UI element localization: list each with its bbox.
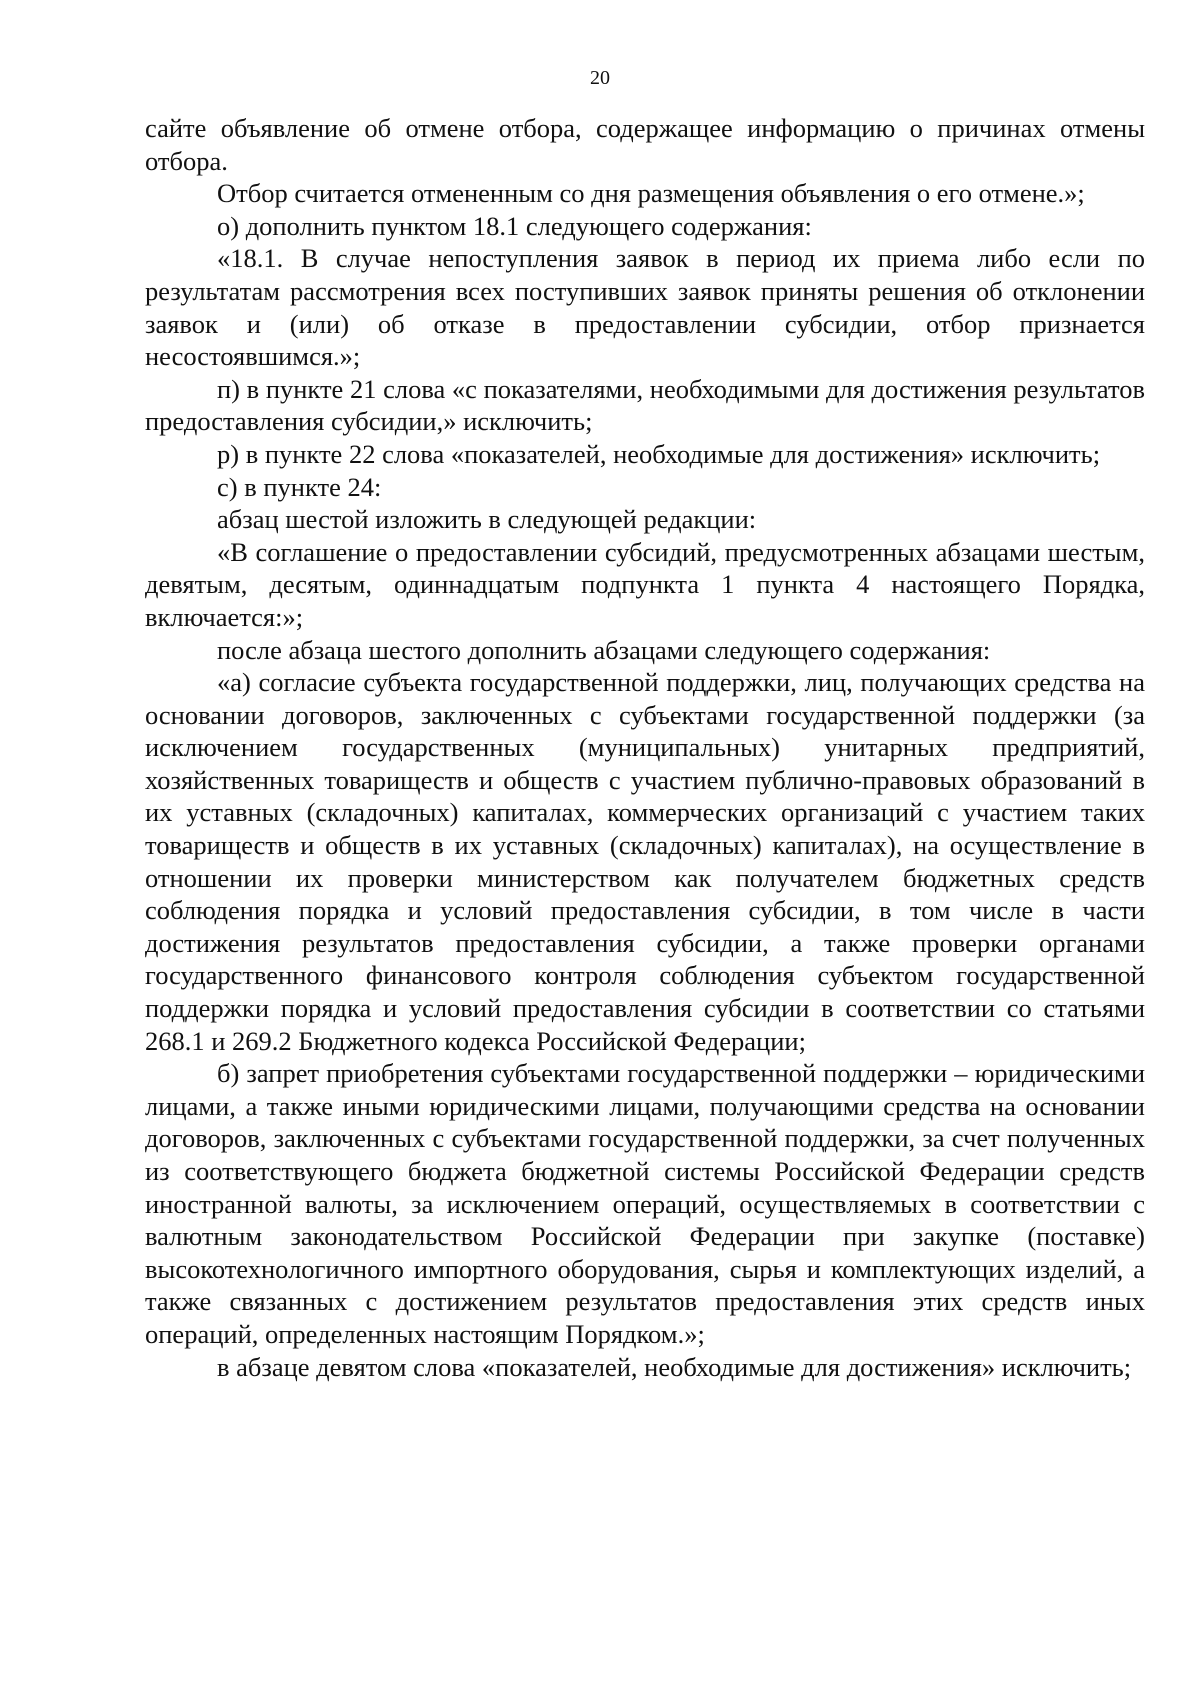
paragraph-after-sixth: после абзаца шестого дополнить абзацами следующего содержания: <box>217 634 991 665</box>
paragraph-agreement-includes: «В соглашение о предоставлении субсидий, предусмотренных абзацами шестым, девятым, десятым, одиннадцатым подпункта 1 пункта 4 настоящего Порядка, включается:»; <box>145 536 1145 632</box>
paragraph-item-p: п) в пункте 21 слова «с показателями, необходимыми для достижения результатов предоставления субсидии,» исключить; <box>145 373 1145 437</box>
paragraph-continuation: сайте объявление об отмене отбора, содержащее информацию о причинах отмены отбора. <box>145 113 1145 176</box>
paragraph-subitem-a: «а) согласие субъекта государственной поддержки, лиц, получающих средства на основании договоров, заключенных с субъектами государственной поддержки (за исключением государственных (муниципальных) унитарных предприятий, хозяйственных товариществ и обществ с участием публично-правовых образований в их уставных (складочных) капиталах, коммерческих организаций с участием таких товариществ и обществ в их уставных (складочных) капиталах), на осуществление в отношении их проверки министерством как получателем бюджетных средств соблюдения порядка и условий предоставления субсидии, в том числе в части достижения результатов предоставления субсидии, а также проверки органами государственного финансового контроля соблюдения субъектом государственной поддержки порядка и условий предоставления субсидии в соответствии со статьями 268.1 и 269.2 Бюджетного кодекса Российской Федерации; <box>145 667 1145 1056</box>
paragraph-ninth-abzac: в абзаце девятом слова «показателей, необходимые для достижения» исключить; <box>217 1351 1132 1382</box>
paragraph-selection-cancelled: Отбор считается отмененным со дня размещения объявления о его отмене.»; <box>217 178 1085 209</box>
page-number: 20 <box>590 67 610 89</box>
paragraph-point-18-1: «18.1. В случае непоступления заявок в период их приема либо если по результатам рассмотрения всех поступивших заявок приняты решения об отклонении заявок и (или) об отказе в предоставлении субсидии, отбор признается несостоявшимся.»; <box>145 243 1145 372</box>
paragraph-item-o: о) дополнить пунктом 18.1 следующего содержания: <box>217 210 812 241</box>
paragraph-sixth-abzac: абзац шестой изложить в следующей редакции: <box>217 504 757 535</box>
document-body <box>145 112 1145 1383</box>
paragraph-subitem-b: б) запрет приобретения субъектами государственной поддержки – юридическими лицами, а также иными юридическими лицами, получающими средства на основании договоров, заключенных с субъектами государственной поддержки, за счет полученных из соответствующего бюджета бюджетной системы Российской Федерации средств иностранной валюты, за исключением операций, осуществляемых в соответствии с валютным законодательством Российской Федерации при закупке (поставке) высокотехнологичного импортного оборудования, сырья и комплектующих изделий, а также связанных с достижением результатов предоставления этих средств иных операций, определенных настоящим Порядком.»; <box>145 1058 1145 1349</box>
paragraph-item-s: с) в пункте 24: <box>217 471 382 502</box>
paragraph-item-r: р) в пункте 22 слова «показателей, необходимые для достижения» исключить; <box>217 438 1101 469</box>
